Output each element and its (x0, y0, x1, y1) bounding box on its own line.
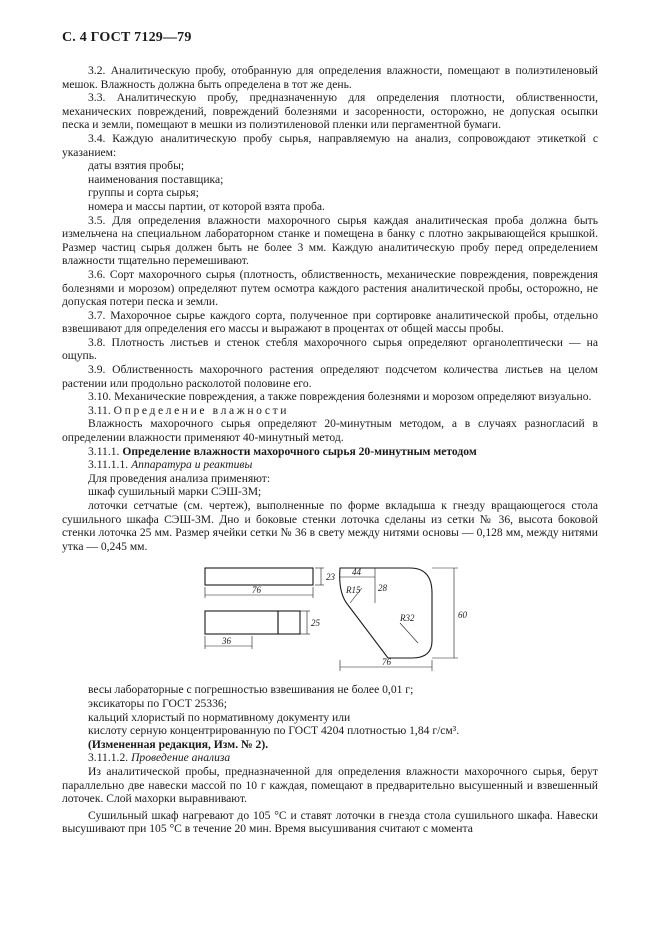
tray-drawing (62, 563, 598, 675)
dim-25: 25 (311, 618, 320, 629)
label-item: группы и сорта сырья; (88, 186, 199, 200)
analysis-paragraph: Сушильный шкаф нагревают до 105 °С и ставят лоточки в гнезда стола сушильного шкафа. Навески высушивают при 105 °С в течение 20 мин. Время высушивания считают с момента (62, 808, 598, 836)
paragraph-3-4: 3.4. Каждую аналитическую пробу сырья, направляемую на анализ, сопровождают этикеткой с указанием: (62, 131, 598, 159)
tray-plan-outline (340, 568, 432, 658)
dim-r32: R32 (400, 613, 415, 624)
section-3-11-1-2-heading: 3.11.1.2. Проведение анализа (88, 751, 231, 765)
paragraph-3-5: 3.5. Для определения влажности махорочного сырья каждая аналитическая проба должна быть измельчена на специальном лабораторном станке и помещена в банку с плотно закрывающейся крышкой. Размер частиц сырья должен быть не более 3 мм. Каждую аналитическую пробу перед определением влажности тщательно перемешивают. (62, 213, 598, 268)
amendment-note: (Измененная редакция, Изм. № 2). (88, 737, 269, 751)
tray-drawing-svg (200, 563, 480, 675)
equipment-item: кислоту серную концентрированную по ГОСТ 4204 плотностью 1,84 г/см³. (88, 724, 460, 738)
equipment-item: кальций хлористый по нормативному документу или (88, 710, 351, 724)
document-body (62, 64, 598, 836)
equipment-item: весы лабораторные с погрешностью взвешивания не более 0,01 г; (88, 683, 414, 697)
dim-76-right: 76 (382, 657, 391, 668)
label-item: номера и массы партии, от которой взята проба. (88, 199, 325, 213)
tray-top-view (205, 611, 278, 634)
section-3-11-1-1-heading: 3.11.1.1. Аппаратура и реактивы (88, 458, 253, 472)
paragraph-3-2: 3.2. Аналитическую пробу, отобранную для определения влажности, помещают в полиэтиленовый мешок. Влажность должна быть определена в тот же день. (62, 64, 598, 91)
analysis-paragraph: Из аналитической пробы, предназначенной для определения влажности махорочного сырья, берут параллельно две навески массой по 10 г каждая, помещают в предварительно высушенный и взвешенный лоточек. Слой махорки выравнивают. (62, 764, 598, 806)
dim-76-left: 76 (252, 585, 261, 596)
section-3-11-heading: 3.11. Определение влажности (88, 403, 290, 417)
paragraph-3-10: 3.10. Механические повреждения, а также повреждения болезнями и морозом определяют визуально. (88, 390, 592, 404)
dim-60: 60 (458, 610, 467, 621)
paragraph-3-3: 3.3. Аналитическую пробу, предназначенную для определения плотности, облиственности, механических повреждений, повреждений болезнями и засоренности, осторожно, не допуская осыпки песка и земли, помещают в мешки из полиэтиленовой пленки или пергаментной бумаги. (62, 91, 598, 132)
equipment-item: эксикаторы по ГОСТ 25336; (88, 696, 227, 710)
dim-28: 28 (378, 583, 387, 594)
paragraph-3-7: 3.7. Махорочное сырье каждого сорта, полученное при сортировке аналитической пробы, отдельно взвешивают для определения его массы и выражают в процентах от общей массы пробы. (62, 308, 598, 336)
label-item: наименования поставщика; (88, 172, 224, 186)
section-3-11-1-heading: 3.11.1. Определение влажности махорочного сырья 20-минутным методом (88, 444, 477, 458)
apparatus-item: шкаф сушильный марки СЭШ-3М; (88, 485, 262, 499)
dim-r15: R15 (346, 585, 361, 596)
dim-36: 36 (222, 636, 231, 647)
paragraph-3-8: 3.8. Плотность листьев и стенок стебля махорочного сырья определяют органолептически — на ощупь. (62, 335, 598, 363)
paragraph-3-9: 3.9. Облиственность махорочного растения определяют подсчетом количества листьев на целом растении или продольно расколотой половине его. (62, 363, 598, 390)
page-header: С. 4 ГОСТ 7129—79 (62, 30, 192, 45)
apparatus-intro: Для проведения анализа применяют: (88, 471, 271, 485)
paragraph-3-6: 3.6. Сорт махорочного сырья (плотность, облиственность, механические повреждения, повреждения болезнями и морозом) определяют путем осмотра каждого растения аналитической пробы, осторожно, не допуская потери песка и земли. (62, 267, 598, 309)
dim-23: 23 (326, 572, 335, 583)
dim-44: 44 (352, 567, 361, 578)
apparatus-item: лоточки сетчатые (см. чертеж), выполненные по форме вкладыша к гнезду вращающегося стола сушильного шкафа СЭШ-3М. Дно и боковые стенки лоточка сделаны из сетки № 36, высота боковой стенки лоточка 25 мм. Размер ячейки сетки № 36 в свету между нитями основы — 0,128 мм, между нитями утка — 0,245 мм. (62, 499, 598, 553)
label-item: даты взятия пробы; (88, 159, 185, 173)
tray-side-view (205, 568, 313, 585)
section-3-11-text: Влажность махорочного сырья определяют 20-минутным методом, а в случаях разногласий в определении влажности применяют 40-минутный метод. (62, 417, 598, 445)
tray-top-view-insert (278, 611, 300, 634)
